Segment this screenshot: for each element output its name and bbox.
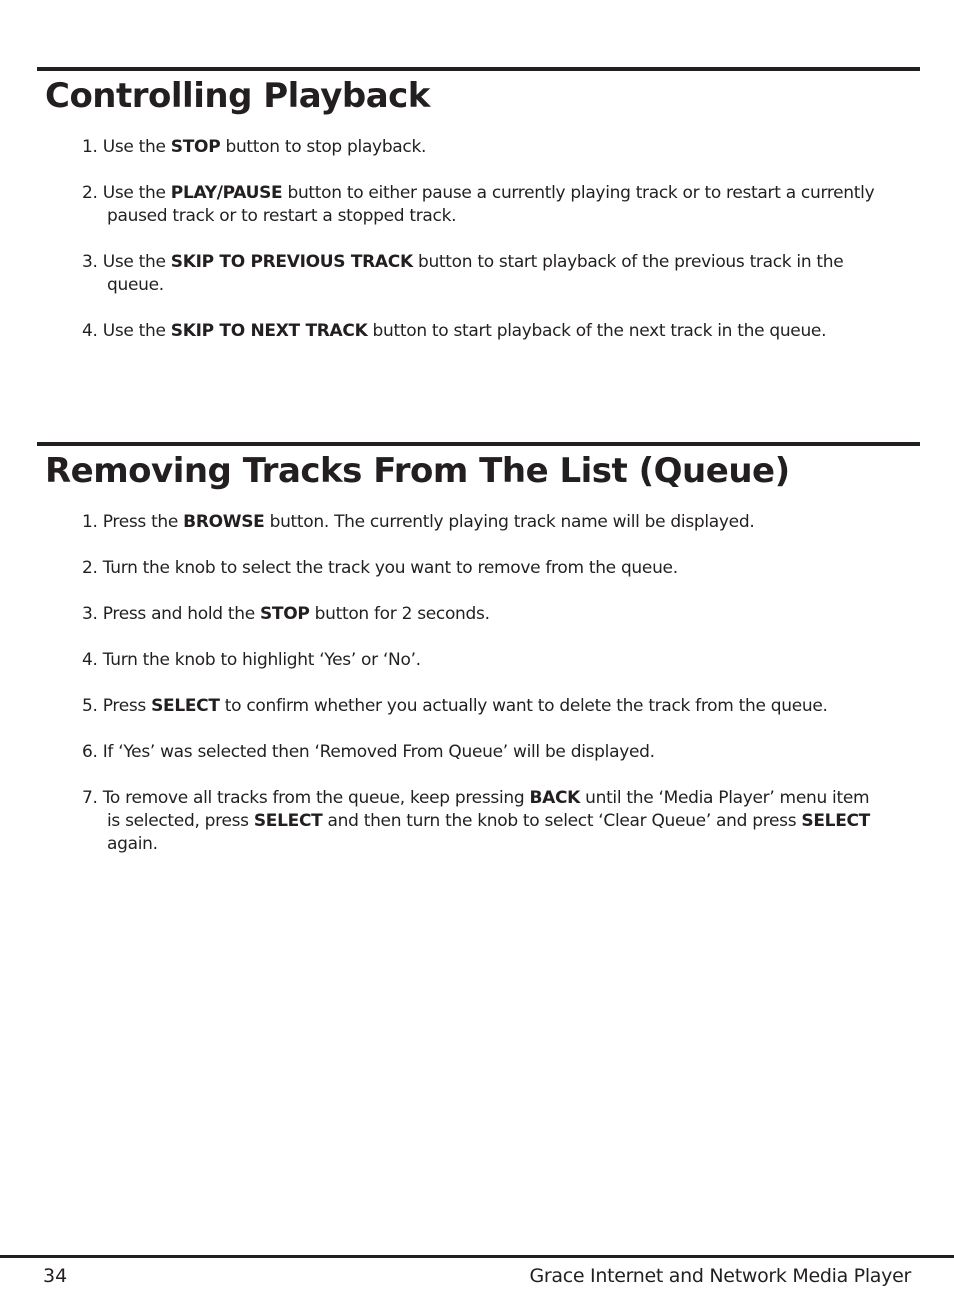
step-text: again. bbox=[107, 834, 158, 854]
step-keyword: SELECT bbox=[801, 811, 870, 831]
step-text: button to stop playback. bbox=[220, 137, 427, 157]
section-title-controlling-playback: Controlling Playback bbox=[45, 76, 430, 116]
step-item bbox=[82, 557, 882, 580]
step-item bbox=[82, 136, 882, 159]
step-keyword: STOP bbox=[170, 137, 221, 157]
footer-divider bbox=[0, 1255, 954, 1258]
step-text: button for 2 seconds. bbox=[309, 604, 490, 624]
step-text: until the ‘Media Player’ menu item is selected, press bbox=[107, 788, 870, 831]
step-keyword: PLAY/PAUSE bbox=[170, 183, 283, 203]
step-text: 7. To remove all tracks from the queue, keep pressing bbox=[82, 788, 530, 808]
step-text: 4. Use the bbox=[82, 321, 171, 341]
step-item bbox=[82, 320, 882, 343]
step-keyword: SELECT bbox=[253, 811, 323, 831]
step-text: button to start playback of the next track in the queue. bbox=[367, 321, 827, 341]
step-text: 3. Press and hold the bbox=[82, 604, 260, 624]
step-item bbox=[82, 511, 882, 534]
section-divider bbox=[37, 67, 920, 71]
steps-list-removing-tracks bbox=[82, 511, 882, 879]
steps-list-controlling-playback bbox=[82, 136, 882, 366]
step-text: button to start playback of the previous track in the queue. bbox=[107, 252, 844, 295]
page-number: 34 bbox=[43, 1265, 68, 1287]
step-text: 5. Press bbox=[82, 696, 152, 716]
step-text: 4. Turn the knob to highlight ‘Yes’ or ‘No’. bbox=[82, 650, 421, 670]
step-item bbox=[82, 182, 882, 228]
step-item bbox=[82, 649, 882, 672]
step-text: 3. Use the bbox=[82, 252, 171, 272]
step-keyword: SKIP TO PREVIOUS TRACK bbox=[170, 252, 413, 272]
section-divider bbox=[37, 442, 920, 446]
step-item bbox=[82, 741, 882, 764]
step-keyword: BACK bbox=[529, 788, 581, 808]
step-text: button to either pause a currently playing track or to restart a currently paused track or to restart a stopped track. bbox=[107, 183, 875, 226]
step-text: and then turn the knob to select ‘Clear Queue’ and press bbox=[322, 811, 802, 831]
step-text: button. The currently playing track name will be displayed. bbox=[264, 512, 755, 532]
section-title-removing-tracks: Removing Tracks From The List (Queue) bbox=[45, 451, 790, 491]
step-keyword: SELECT bbox=[151, 696, 220, 716]
step-text: to confirm whether you actually want to delete the track from the queue. bbox=[219, 696, 828, 716]
step-text: 2. Turn the knob to select the track you want to remove from the queue. bbox=[82, 558, 678, 578]
step-text: 2. Use the bbox=[82, 183, 171, 203]
step-keyword: BROWSE bbox=[183, 512, 265, 532]
step-keyword: STOP bbox=[259, 604, 310, 624]
step-keyword: SKIP TO NEXT TRACK bbox=[170, 321, 368, 341]
document-title: Grace Internet and Network Media Player bbox=[529, 1265, 911, 1287]
step-item bbox=[82, 787, 882, 856]
step-text: 1. Use the bbox=[82, 137, 171, 157]
step-item bbox=[82, 603, 882, 626]
step-text: 6. If ‘Yes’ was selected then ‘Removed From Queue’ will be displayed. bbox=[82, 742, 655, 762]
step-item bbox=[82, 695, 882, 718]
step-text: 1. Press the bbox=[82, 512, 184, 532]
step-item bbox=[82, 251, 882, 297]
